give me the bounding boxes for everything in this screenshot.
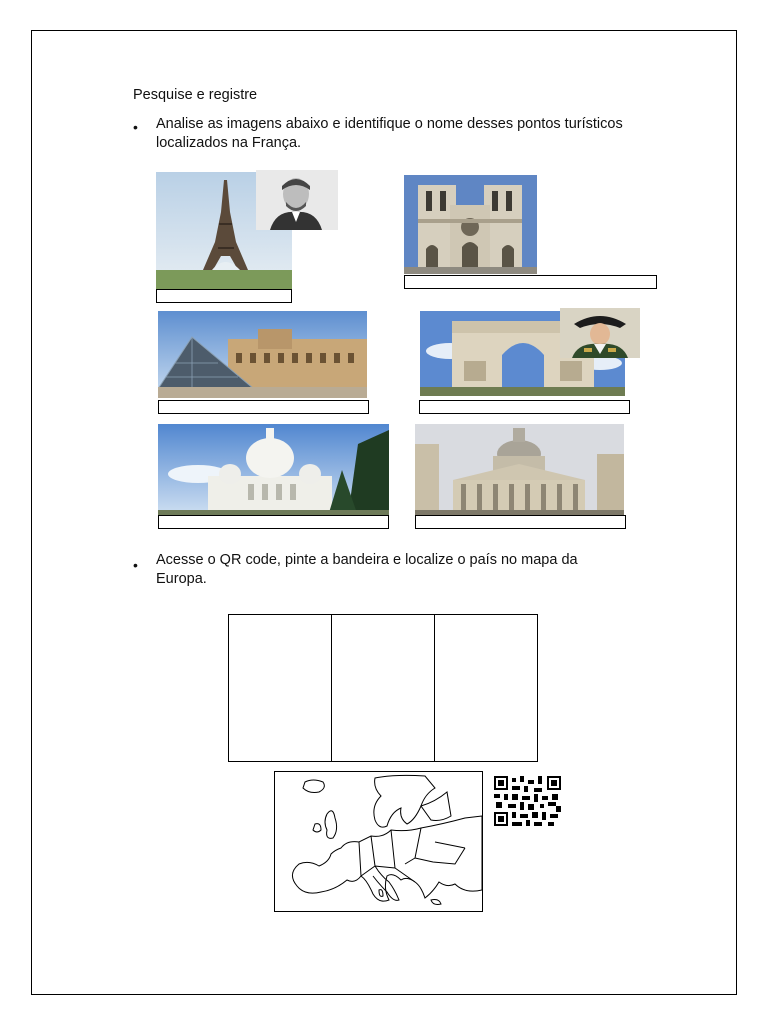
- worksheet-page: [31, 30, 737, 995]
- flag-stripe-right[interactable]: [435, 615, 537, 761]
- instruction-flag-map: [156, 551, 578, 589]
- instruction-line: Analise as imagens abaixo e identifique o nome desses pontos turísticos: [156, 116, 623, 132]
- answer-field-arc-de-triomphe[interactable]: [419, 400, 630, 414]
- sacre-coeur-photo: [158, 424, 389, 516]
- instruction-line: Europa.: [156, 571, 207, 587]
- instruction-line: Acesse o QR code, pinte a bandeira e localize o país no mapa da: [156, 552, 578, 568]
- gustave-eiffel-portrait: [256, 170, 338, 230]
- flag-stripe-left[interactable]: [229, 615, 332, 761]
- instruction-landmarks: [156, 115, 623, 153]
- instruction-line: localizados na França.: [156, 135, 302, 151]
- flag-outline: [228, 614, 538, 762]
- answer-field-sacre-coeur[interactable]: [158, 515, 389, 529]
- notre-dame-photo: [404, 175, 537, 274]
- bullet-icon: •: [133, 557, 138, 573]
- answer-field-pantheon[interactable]: [415, 515, 626, 529]
- bullet-icon: •: [133, 119, 138, 135]
- napoleon-portrait: [560, 308, 640, 358]
- flag-stripe-middle[interactable]: [332, 615, 435, 761]
- qr-code-icon[interactable]: [494, 776, 561, 826]
- answer-field-notre-dame[interactable]: [404, 275, 657, 289]
- worksheet-heading: Pesquise e registre: [133, 87, 258, 103]
- answer-field-eiffel-tower[interactable]: [156, 289, 292, 303]
- europe-outline-map: [274, 771, 483, 912]
- louvre-photo: [158, 311, 367, 398]
- pantheon-photo: [415, 424, 624, 516]
- answer-field-louvre[interactable]: [158, 400, 369, 414]
